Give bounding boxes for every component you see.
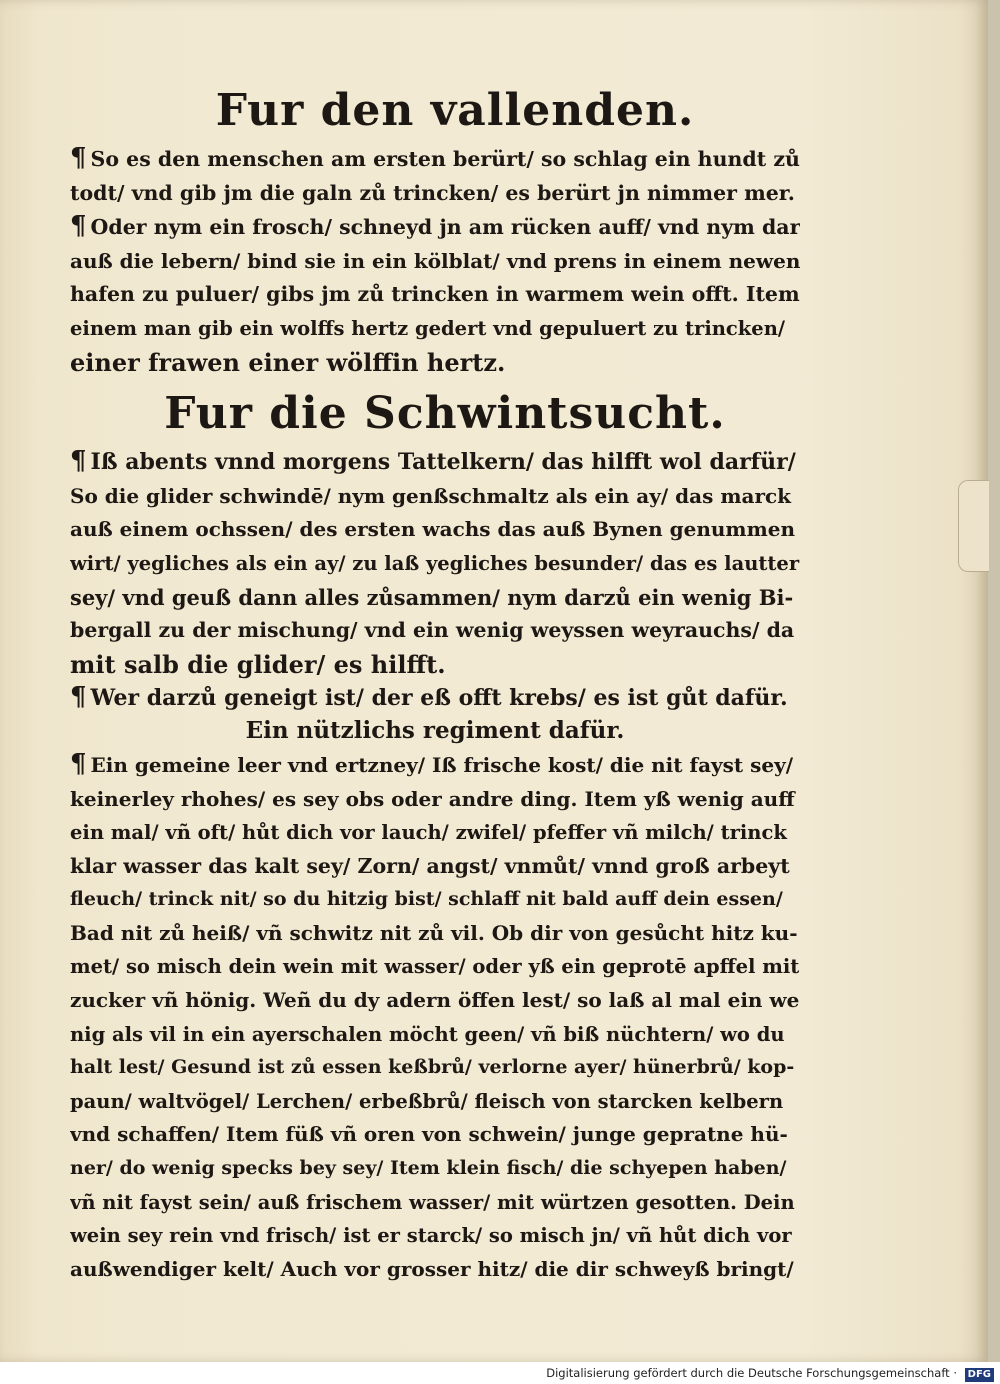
line-text: ein mal/ vñ oft/ hůt dich vor lauch/ zwifel/ pfeffer vñ milch/ trinck [70,821,787,845]
line-text: wirt/ yegliches als ein ay/ zu laß yegliches besunder/ das es lautter [70,551,800,575]
pilcrow-icon: ¶ [70,211,87,242]
line-text: auß einem ochssen/ des ersten wachs das auß Bynen genummen [70,517,796,542]
text-line [70,917,800,951]
text-line [70,984,800,1018]
line-text: Oder nym ein frosch/ schneyd jn am rücken auff/ vnd nym dar [90,215,800,240]
pilcrow-icon: ¶ [70,682,87,713]
text-line [70,142,800,177]
text-line [70,1018,800,1052]
line-text: bergall zu der mischung/ vnd ein wenig weyssen weyrauchs/ da [70,618,795,643]
page-text [70,84,800,1286]
line-text: So die glider schwindē/ nym genßschmaltz als ein ay/ das marck [70,483,792,508]
line-text: fleuch/ trinck nit/ so du hitzig bist/ schlaff nit bald auff dein essen/ [70,888,783,911]
line-text: So es den menschen am ersten berürt/ so schlag ein hundt zů [90,147,800,171]
line-text: einer frawen einer wölffin hertz. [70,347,506,377]
text-line [70,783,800,817]
pilcrow-icon: ¶ [70,143,87,173]
text-line [70,1253,800,1287]
text-line [70,480,800,514]
digitization-footer: Digitalisierung gefördert durch die Deutsche Forschungsgemeinschaft · DFG [0,1362,1000,1384]
line-text: Wer darzů geneigt ist/ der eß offt krebs/ es ist gůt dafür. [90,685,788,712]
dfg-logo: DFG [965,1368,994,1382]
text-line [70,1219,800,1253]
pilcrow-icon: ¶ [70,748,87,779]
line-text: wein sey rein vnd frisch/ ist er starck/ so misch jn/ vñ hůt dich vor [70,1224,792,1248]
line-text: Bad nit zů heiß/ vñ schwitz nit zů vil. Ob dir von gesůcht hitz ku- [70,920,798,945]
text-line [70,850,800,884]
line-text: klar wasser das kalt sey/ Zorn/ angst/ vnmůt/ vnnd groß arbeyt [70,853,790,878]
heading-fur-den-vallenden: Fur den vallenden. [215,85,695,136]
text-line [70,1186,800,1220]
text-line [70,177,800,211]
line-text: nig als vil in ein ayerschalen möcht geen/ vñ biß nüchtern/ wo du [70,1022,785,1046]
pilcrow-icon: ¶ [70,446,87,477]
line-text: ner/ do wenig specks bey sey/ Item klein fisch/ die schyepen haben/ [70,1157,787,1180]
footer-credit-text: Digitalisierung gefördert durch die Deutsche Forschungsgemeinschaft [546,1366,950,1380]
text-line [70,1051,800,1085]
page-tab-edge [958,480,989,572]
text-line [70,346,800,380]
text-line [70,748,800,783]
line-text: zucker vñ hönig. Weñ du dy adern öffen lest/ so laß al mal ein we [70,988,800,1013]
text-line [70,312,800,346]
line-text: vnd schaffen/ Item füß vñ oren von schwein/ junge gepratne hü- [70,1122,788,1147]
line-text: todt/ vnd gib jm die galn zů trincken/ es berürt jn nimmer mer. [70,180,795,205]
line-text: außwendiger kelt/ Auch vor grosser hitz/ die dir schweyß bringt/ [70,1256,794,1281]
line-text: Iß abents vnnd morgens Tattelkern/ das hilfft wol darfür/ [90,449,796,476]
subheading-regiment: Ein nützlichs regiment dafür. [245,716,625,744]
text-line [70,681,800,716]
text-line [70,547,800,581]
section-schwintsucht [70,445,800,716]
text-line [70,445,800,480]
text-line [70,816,800,850]
text-line [70,210,800,245]
line-text: met/ so misch dein wein mit wasser/ oder yß ein geprotē apffel mit [70,955,800,979]
text-line [70,278,800,312]
text-line [70,1152,800,1186]
line-text: keinerley rhohes/ es sey obs oder andre ding. Item yß wenig auff [70,786,795,811]
text-line [70,513,800,547]
line-text: einem man gib ein wolffs hertz gedert vnd gepuluert zu trincken/ [70,316,785,340]
line-text: hafen zu puluer/ gibs jm zů trincken in warmem wein offt. Item [70,282,800,307]
line-text: halt lest/ Gesund ist zů essen keßbrů/ verlorne ayer/ hünerbrů/ kop- [70,1056,795,1079]
text-line [70,581,800,615]
line-text: paun/ waltvögel/ Lerchen/ erbeßbrů/ fleisch von starcken kelbern [70,1089,784,1113]
text-line [70,883,800,917]
text-line [70,614,800,648]
heading-fur-die-schwintsucht: Fur die Schwintsucht. [164,388,726,440]
section-vallenden [70,142,800,379]
line-text: sey/ vnd geuß dann alles zůsammen/ nym darzů ein wenig Bi- [70,584,794,610]
text-line [70,1118,800,1152]
text-line [70,1085,800,1119]
line-text: mit salb die glider/ es hilfft. [70,649,446,679]
text-line [70,648,800,682]
section-regiment [70,748,800,1287]
line-text: vñ nit fayst sein/ auß frischem wasser/ mit würtzen gesotten. Dein [70,1190,795,1214]
text-line [70,245,800,279]
text-line [70,950,800,984]
line-text: auß die lebern/ bind sie in ein kölblat/ vnd prens in einem newen [70,248,800,273]
line-text: Ein gemeine leer vnd ertzney/ Iß frische kost/ die nit fayst sey/ [90,752,794,777]
